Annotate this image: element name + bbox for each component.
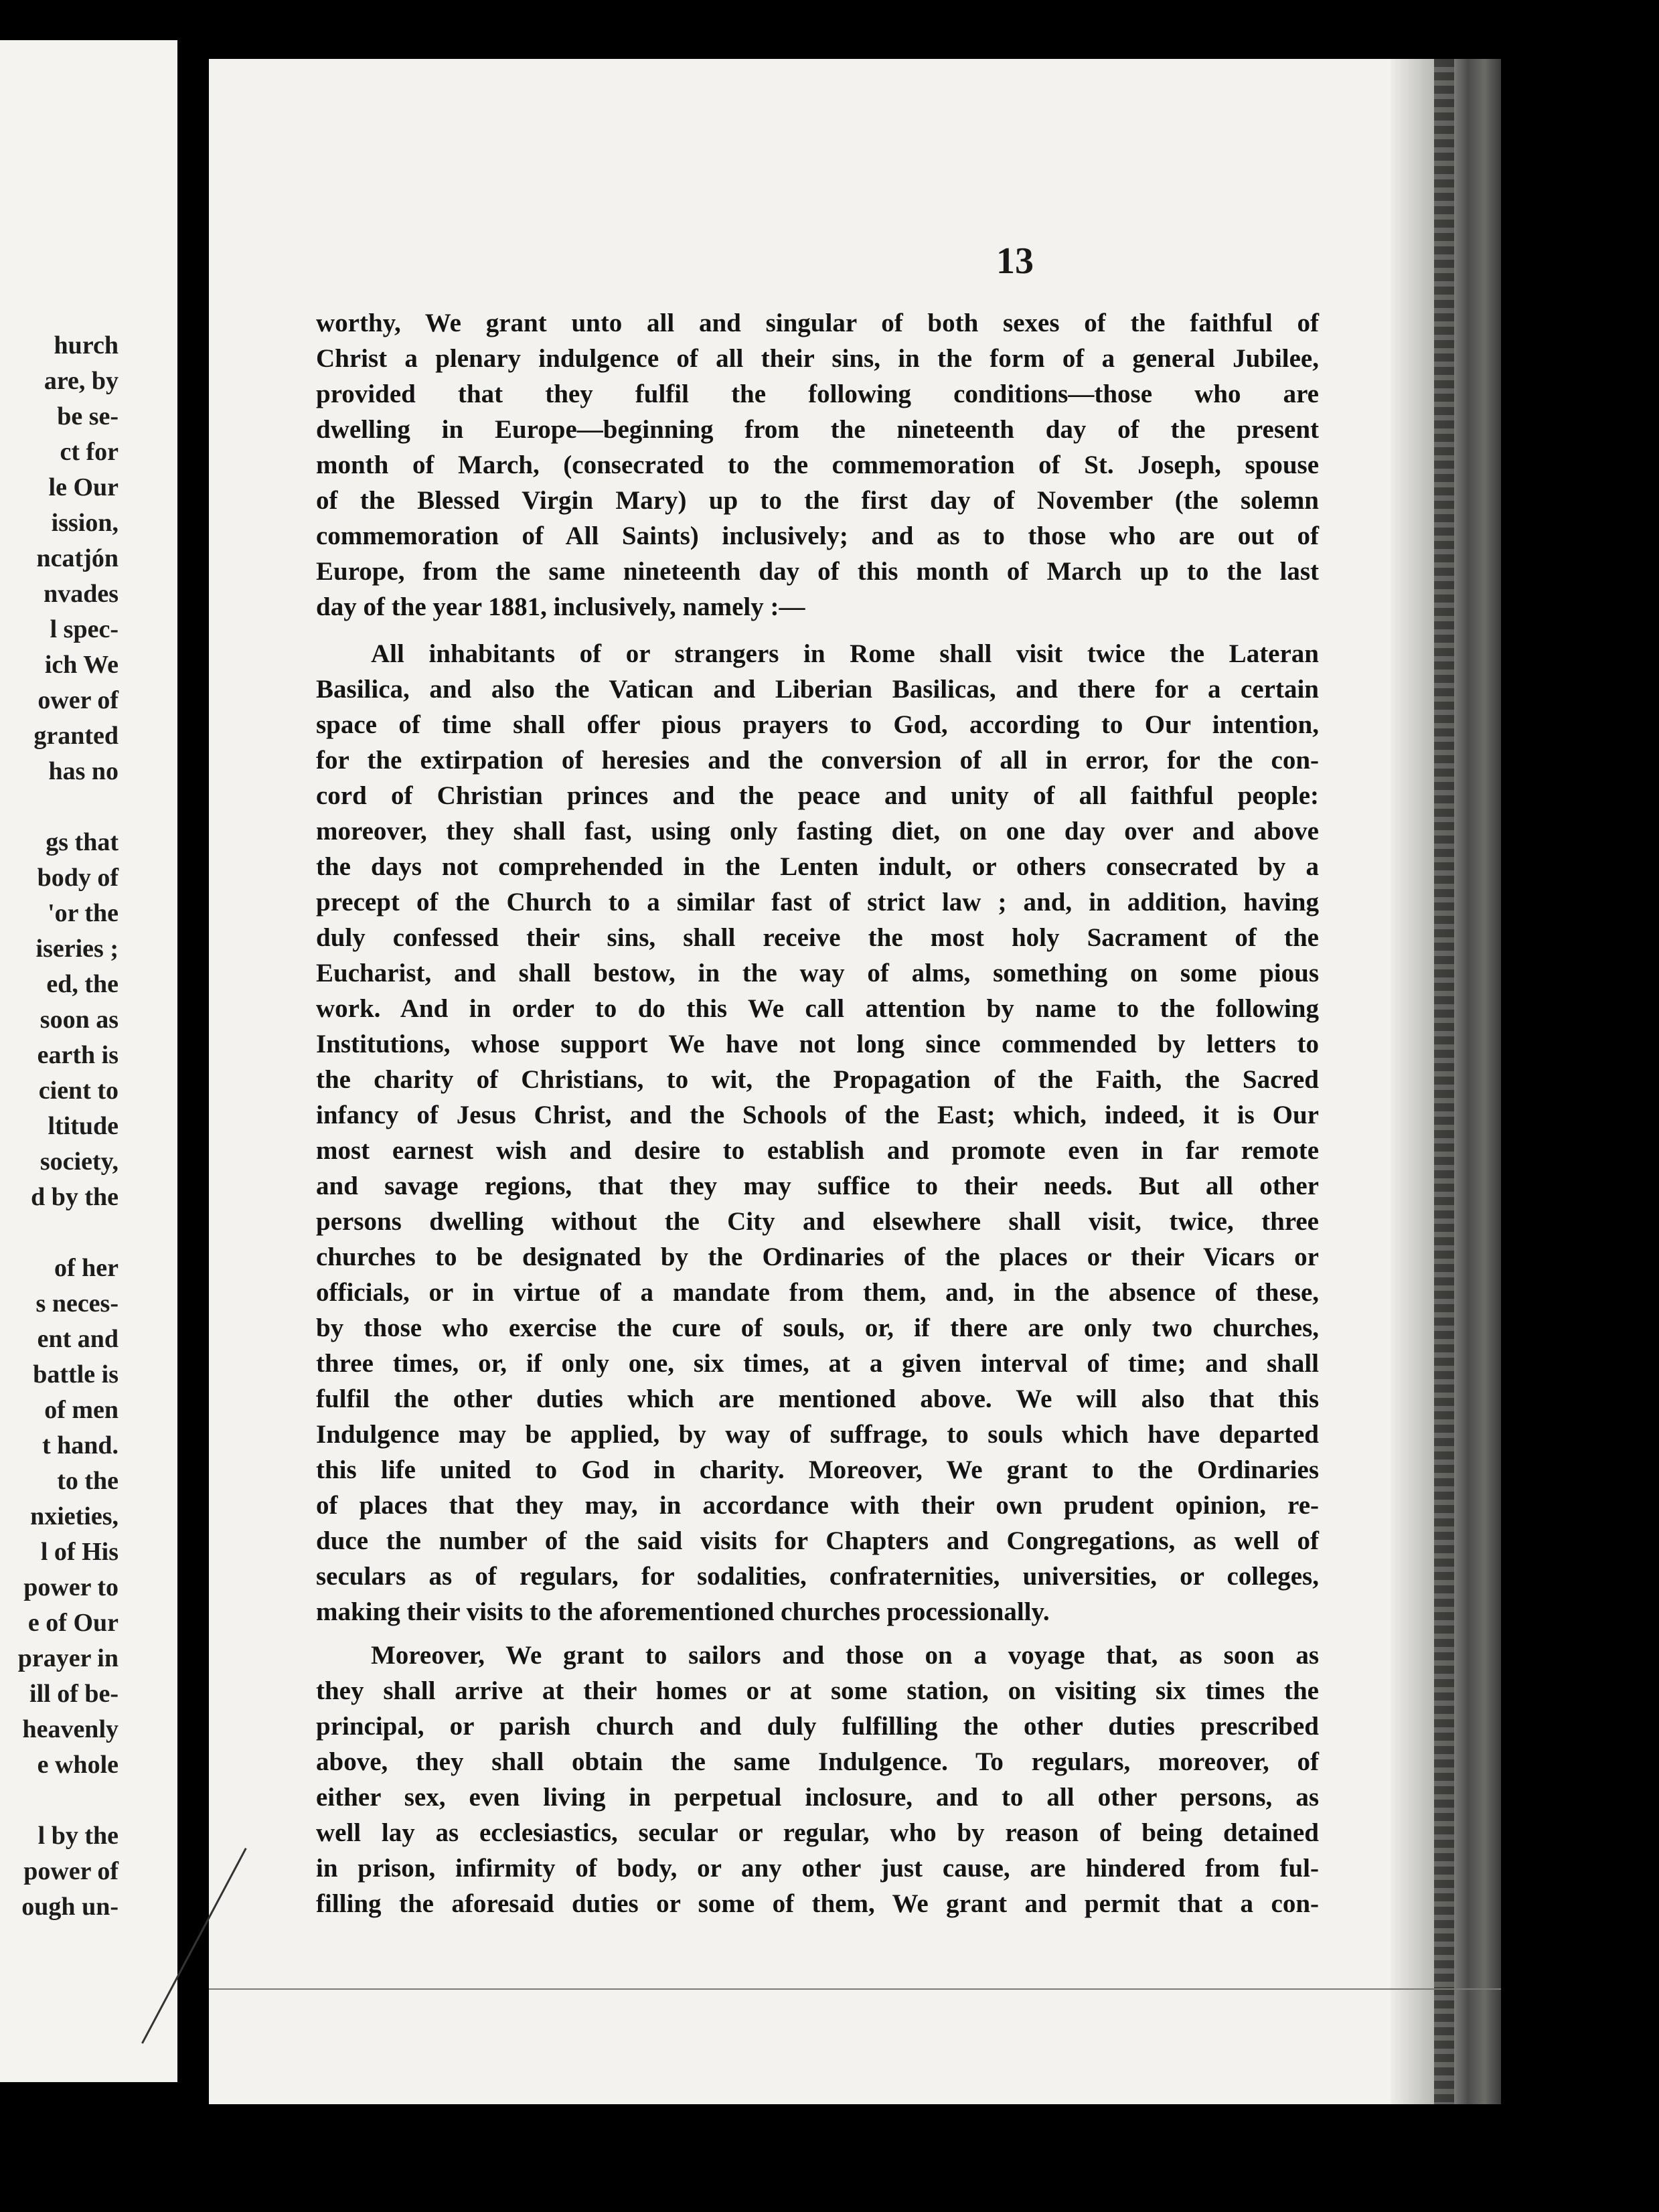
paragraph-3 (316, 1638, 1319, 1921)
previous-page-line: l of His (40, 1538, 118, 1566)
previous-page-fragment (0, 40, 177, 2082)
text-line: cord of Christian princes and the peace and unity of all faithful people: (316, 781, 1319, 810)
previous-page-line: l spec- (50, 615, 118, 643)
text-line: Eucharist, and shall bestow, in the way of alms, something on some pious (316, 959, 1319, 988)
previous-page-line: earth is (37, 1041, 118, 1069)
text-line: Institutions, whose support We have not long since commended by letters to (316, 1030, 1319, 1058)
text-line: of the Blessed Virgin Mary) up to the first day of November (the solemn (316, 486, 1319, 515)
previous-page-line: battle is (33, 1360, 118, 1389)
previous-page-line: ich We (44, 651, 118, 679)
text-line: most earnest wish and desire to establish and promote even in far remote (316, 1136, 1319, 1165)
text-line: commemoration of All Saints) inclusively; and as to those who are out of (316, 522, 1319, 550)
previous-page-line: ough un- (21, 1893, 118, 1921)
text-line: this life united to God in charity. Moreover, We grant to the Ordinaries (316, 1455, 1319, 1484)
text-line: provided that they fulfil the following conditions—those who are (316, 380, 1319, 408)
text-line: month of March, (consecrated to the commemoration of St. Joseph, spouse (316, 451, 1319, 479)
previous-page-line: s neces- (35, 1289, 118, 1318)
text-line: well lay as ecclesiastics, secular or regular, who by reason of being detained (316, 1818, 1319, 1847)
text-line: work. And in order to do this We call attention by name to the following (316, 994, 1319, 1023)
text-line: fulfil the other duties which are mentioned above. We will also that this (316, 1385, 1319, 1413)
text-line: moreover, they shall fast, using only fasting diet, on one day over and above (316, 817, 1319, 846)
previous-page-line: gs that (46, 828, 118, 856)
previous-page-line: granted (33, 722, 118, 750)
previous-page-line: ission, (51, 509, 118, 537)
previous-page-line: prayer in (17, 1644, 118, 1672)
text-line: they shall arrive at their homes or at some station, on visiting six times the (316, 1676, 1319, 1705)
paragraph-1 (316, 305, 1319, 625)
previous-page-line: nxieties, (30, 1502, 118, 1530)
text-line: worthy, We grant unto all and singular of both sexes of the faithful of (316, 309, 1319, 337)
text-line: All inhabitants of or strangers in Rome shall visit twice the Lateran (371, 639, 1319, 668)
text-line: by those who exercise the cure of souls, or, if there are only two churches, (316, 1314, 1319, 1342)
text-line: Europe, from the same nineteenth day of this month of March up to the last (316, 557, 1319, 586)
previous-page-line (18, 1215, 118, 1251)
text-line: above, they shall obtain the same Indulgence. To regulars, moreover, of (316, 1747, 1319, 1776)
text-line: making their visits to the aforementioned churches processionally. (316, 1597, 1050, 1626)
page-number: 13 (996, 240, 1034, 282)
previous-page-line: ill of be- (29, 1680, 118, 1708)
previous-page-line: of men (44, 1396, 118, 1424)
previous-page-line: society, (40, 1148, 118, 1176)
text-line: seculars as of regulars, for sodalities, confraternities, universities, or colleges, (316, 1562, 1319, 1591)
text-line: persons dwelling without the City and elsewhere shall visit, twice, three (316, 1207, 1319, 1236)
text-line: precept of the Church to a similar fast of strict law ; and, in addition, having (316, 888, 1319, 917)
text-line: Christ a plenary indulgence of all their sins, in the form of a general Jubilee, (316, 344, 1319, 373)
text-line: in prison, infirmity of body, or any other just cause, are hindered from ful- (316, 1854, 1319, 1883)
text-line: infancy of Jesus Christ, and the Schools of the East; which, indeed, it is Our (316, 1101, 1319, 1129)
previous-page-line (18, 1783, 118, 1818)
text-line: churches to be designated by the Ordinaries of the places or their Vicars or (316, 1243, 1319, 1271)
text-line: and savage regions, that they may suffice to their needs. But all other (316, 1172, 1319, 1200)
previous-page-line: are, by (44, 367, 118, 395)
text-line: day of the year 1881, inclusively, namely :— (316, 592, 805, 621)
previous-page-line: ltitude (48, 1112, 118, 1140)
previous-page-line: ct for (60, 438, 118, 466)
text-line: either sex, even living in perpetual inclosure, and to all other persons, as (316, 1783, 1319, 1812)
previous-page-line: ent and (37, 1325, 118, 1353)
text-line: of places that they may, in accordance with their own prudent opinion, re- (316, 1491, 1319, 1520)
paragraph-2 (316, 636, 1319, 1630)
previous-page-line: nvades (44, 580, 118, 608)
previous-page-line: hurch (54, 331, 118, 360)
text-line: three times, or, if only one, six times, at a given interval of time; and shall (316, 1349, 1319, 1378)
previous-page-line: le Our (48, 473, 118, 501)
previous-page-line: body of (37, 864, 118, 892)
previous-page-line: d by the (31, 1183, 118, 1211)
previous-page-line (18, 789, 118, 825)
previous-page-line: iseries ; (35, 935, 118, 963)
previous-page-line: t hand. (42, 1431, 118, 1459)
page-bottom-rule (209, 1988, 1501, 1990)
text-line: Moreover, We grant to sailors and those on a voyage that, as soon as (371, 1641, 1319, 1670)
previous-page-line: ed, the (46, 970, 118, 998)
text-line: Basilica, and also the Vatican and Liberian Basilicas, and there for a certain (316, 675, 1319, 704)
previous-page-line: soon as (40, 1006, 118, 1034)
text-line: for the extirpation of heresies and the conversion of all in error, for the con- (316, 746, 1319, 775)
previous-page-line: ncatjón (36, 544, 118, 572)
text-line: principal, or parish church and duly fulfilling the other duties prescribed (316, 1712, 1319, 1741)
previous-page-line: to the (57, 1467, 118, 1495)
text-line: filling the aforesaid duties or some of them, We grant and permit that a con- (316, 1889, 1319, 1918)
previous-page-line: heavenly (22, 1715, 118, 1743)
previous-page-line: be se- (57, 402, 118, 430)
previous-page-line: power to (23, 1573, 118, 1601)
previous-page-line: ower of (37, 686, 118, 714)
text-line: duly confessed their sins, shall receive the most holy Sacrament of the (316, 923, 1319, 952)
text-line: the days not comprehended in the Lenten indult, or others consecrated by a (316, 852, 1319, 881)
page-edge-shadow (1434, 59, 1454, 2104)
previous-page-text (18, 328, 118, 1925)
previous-page-line: l by the (37, 1822, 118, 1850)
previous-page-line: of her (54, 1254, 118, 1282)
text-line: dwelling in Europe—beginning from the nineteenth day of the present (316, 415, 1319, 444)
document-page (209, 59, 1501, 2104)
previous-page-line: has no (48, 757, 118, 785)
previous-page-line: cient to (38, 1077, 118, 1105)
previous-page-line: e whole (37, 1751, 118, 1779)
text-line: Indulgence may be applied, by way of suffrage, to souls which have departed (316, 1420, 1319, 1449)
previous-page-line: 'or the (48, 899, 118, 927)
text-line: space of time shall offer pious prayers to God, according to Our intention, (316, 710, 1319, 739)
text-line: duce the number of the said visits for Chapters and Congregations, as well of (316, 1526, 1319, 1555)
previous-page-line: power of (23, 1857, 118, 1885)
text-line: officials, or in virtue of a mandate from them, and, in the absence of these, (316, 1278, 1319, 1307)
previous-page-line: e of Our (27, 1609, 118, 1637)
text-line: the charity of Christians, to wit, the Propagation of the Faith, the Sacred (316, 1065, 1319, 1094)
